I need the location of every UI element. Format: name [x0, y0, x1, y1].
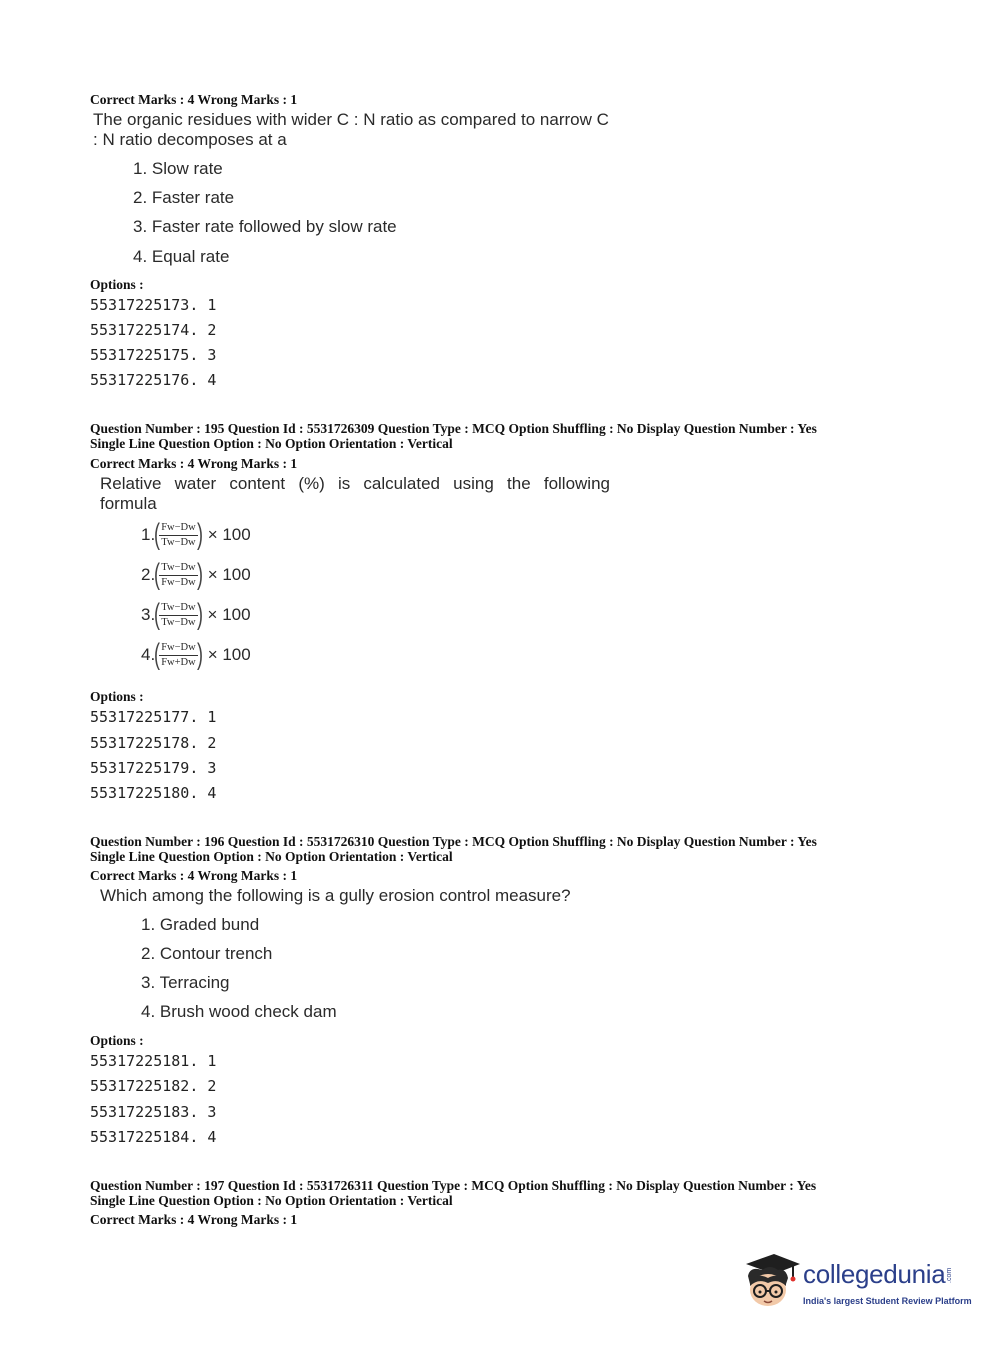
q195-choice-2-fraction	[159, 562, 198, 589]
q196-choice-2: 2. Contour trench	[141, 944, 273, 963]
q196-marks: Correct Marks : 4 Wrong Marks : 1	[90, 868, 298, 883]
q196-option-4: 55317225184. 4	[90, 1128, 217, 1146]
open-paren: (	[154, 598, 161, 631]
logo-tagline: India's largest Student Review Platform	[803, 1296, 972, 1306]
close-paren: )	[196, 558, 203, 591]
q197-header-line-1: Question Number : 197 Question Id : 5531726311 Question Type : MCQ Option Shuffling : No Display Question Number : Yes	[90, 1178, 817, 1193]
q195-choice-2-label: 2.	[141, 565, 156, 584]
q197-marks: Correct Marks : 4 Wrong Marks : 1	[90, 1212, 298, 1227]
fraction-numerator: Fw−Dw	[159, 522, 198, 536]
q196-choice-4: 4. Brush wood check dam	[141, 1002, 337, 1021]
q195-header-line-2: Single Line Question Option : No Option Orientation : Vertical	[90, 436, 453, 451]
q194-choice-2: 2. Faster rate	[133, 188, 235, 207]
logo-wordmark	[803, 1259, 969, 1290]
q195-header-line-1: Question Number : 195 Question Id : 5531726309 Question Type : MCQ Option Shuffling : No Display Question Number : Yes	[90, 421, 817, 436]
logo-suffix: .com	[946, 1267, 954, 1283]
q196-options-label: Options :	[90, 1033, 144, 1048]
q197-header-line-2: Single Line Question Option : No Option Orientation : Vertical	[90, 1193, 453, 1208]
q196-header-line-2: Single Line Question Option : No Option Orientation : Vertical	[90, 849, 453, 864]
q194-question-text: The organic residues with wider C : N ratio as compared to narrow C : N ratio decomposes at a	[93, 110, 609, 149]
q195-choice-1-label: 1.	[141, 525, 156, 544]
fraction-numerator: Fw−Dw	[159, 642, 198, 656]
q196-option-1: 55317225181. 1	[90, 1052, 217, 1070]
q196-option-3: 55317225183. 3	[90, 1103, 217, 1121]
q195-marks: Correct Marks : 4 Wrong Marks : 1	[90, 456, 298, 471]
q195-choice-3-label: 3.	[141, 605, 156, 624]
fraction-numerator: Tw−Dw	[159, 602, 197, 616]
q195-choice-3-multiplier: × 100	[207, 605, 251, 624]
fraction-denominator: Tw−Dw	[161, 536, 196, 548]
close-paren: )	[196, 638, 203, 671]
q195-choice-1	[141, 520, 251, 550]
open-paren: (	[154, 558, 161, 591]
q195-choice-3	[141, 600, 251, 630]
fraction-denominator: Fw+Dw	[161, 656, 196, 668]
q196-question-text: Which among the following is a gully erosion control measure?	[100, 886, 571, 905]
q194-marks: Correct Marks : 4 Wrong Marks : 1	[90, 92, 298, 107]
q195-choice-3-fraction	[159, 602, 197, 629]
q194-choice-4: 4. Equal rate	[133, 247, 230, 266]
logo-name: collegedunia	[803, 1259, 946, 1289]
q196-option-2: 55317225182. 2	[90, 1077, 217, 1095]
q195-choice-1-multiplier: × 100	[207, 525, 251, 544]
q194-choice-1: 1. Slow rate	[133, 159, 223, 178]
q194-option-4: 55317225176. 4	[90, 371, 217, 389]
close-paren: )	[196, 518, 203, 551]
q195-choice-4-fraction	[159, 642, 198, 669]
q195-options-label: Options :	[90, 689, 144, 704]
q196-choice-1: 1. Graded bund	[141, 915, 260, 934]
q195-question-text: Relative water content (%) is calculated using the following formula	[100, 474, 610, 513]
q196-header-line-1: Question Number : 196 Question Id : 5531726310 Question Type : MCQ Option Shuffling : No Display Question Number : Yes	[90, 834, 817, 849]
q194-options-label: Options :	[90, 277, 144, 292]
q196-choice-3: 3. Terracing	[141, 973, 230, 992]
q195-option-1: 55317225177. 1	[90, 708, 217, 726]
fraction-numerator: Tw−Dw	[159, 562, 197, 576]
q195-choice-4-multiplier: × 100	[207, 645, 251, 664]
q195-choice-4	[141, 640, 251, 670]
q194-choice-3: 3. Faster rate followed by slow rate	[133, 217, 397, 236]
q195-option-4: 55317225180. 4	[90, 784, 217, 802]
q194-option-3: 55317225175. 3	[90, 346, 217, 364]
q194-option-1: 55317225173. 1	[90, 296, 217, 314]
open-paren: (	[154, 518, 161, 551]
close-paren: )	[196, 598, 203, 631]
q195-choice-1-fraction	[159, 522, 198, 549]
mascot-icon	[740, 1250, 802, 1316]
q195-choice-2	[141, 560, 251, 590]
open-paren: (	[154, 638, 161, 671]
q195-option-3: 55317225179. 3	[90, 759, 217, 777]
fraction-denominator: Fw−Dw	[161, 576, 196, 588]
q195-choice-4-label: 4.	[141, 645, 156, 664]
q195-option-2: 55317225178. 2	[90, 734, 217, 752]
fraction-denominator: Tw−Dw	[161, 616, 196, 628]
q195-choice-2-multiplier: × 100	[207, 565, 251, 584]
q194-option-2: 55317225174. 2	[90, 321, 217, 339]
collegedunia-logo[interactable]	[740, 1250, 970, 1318]
